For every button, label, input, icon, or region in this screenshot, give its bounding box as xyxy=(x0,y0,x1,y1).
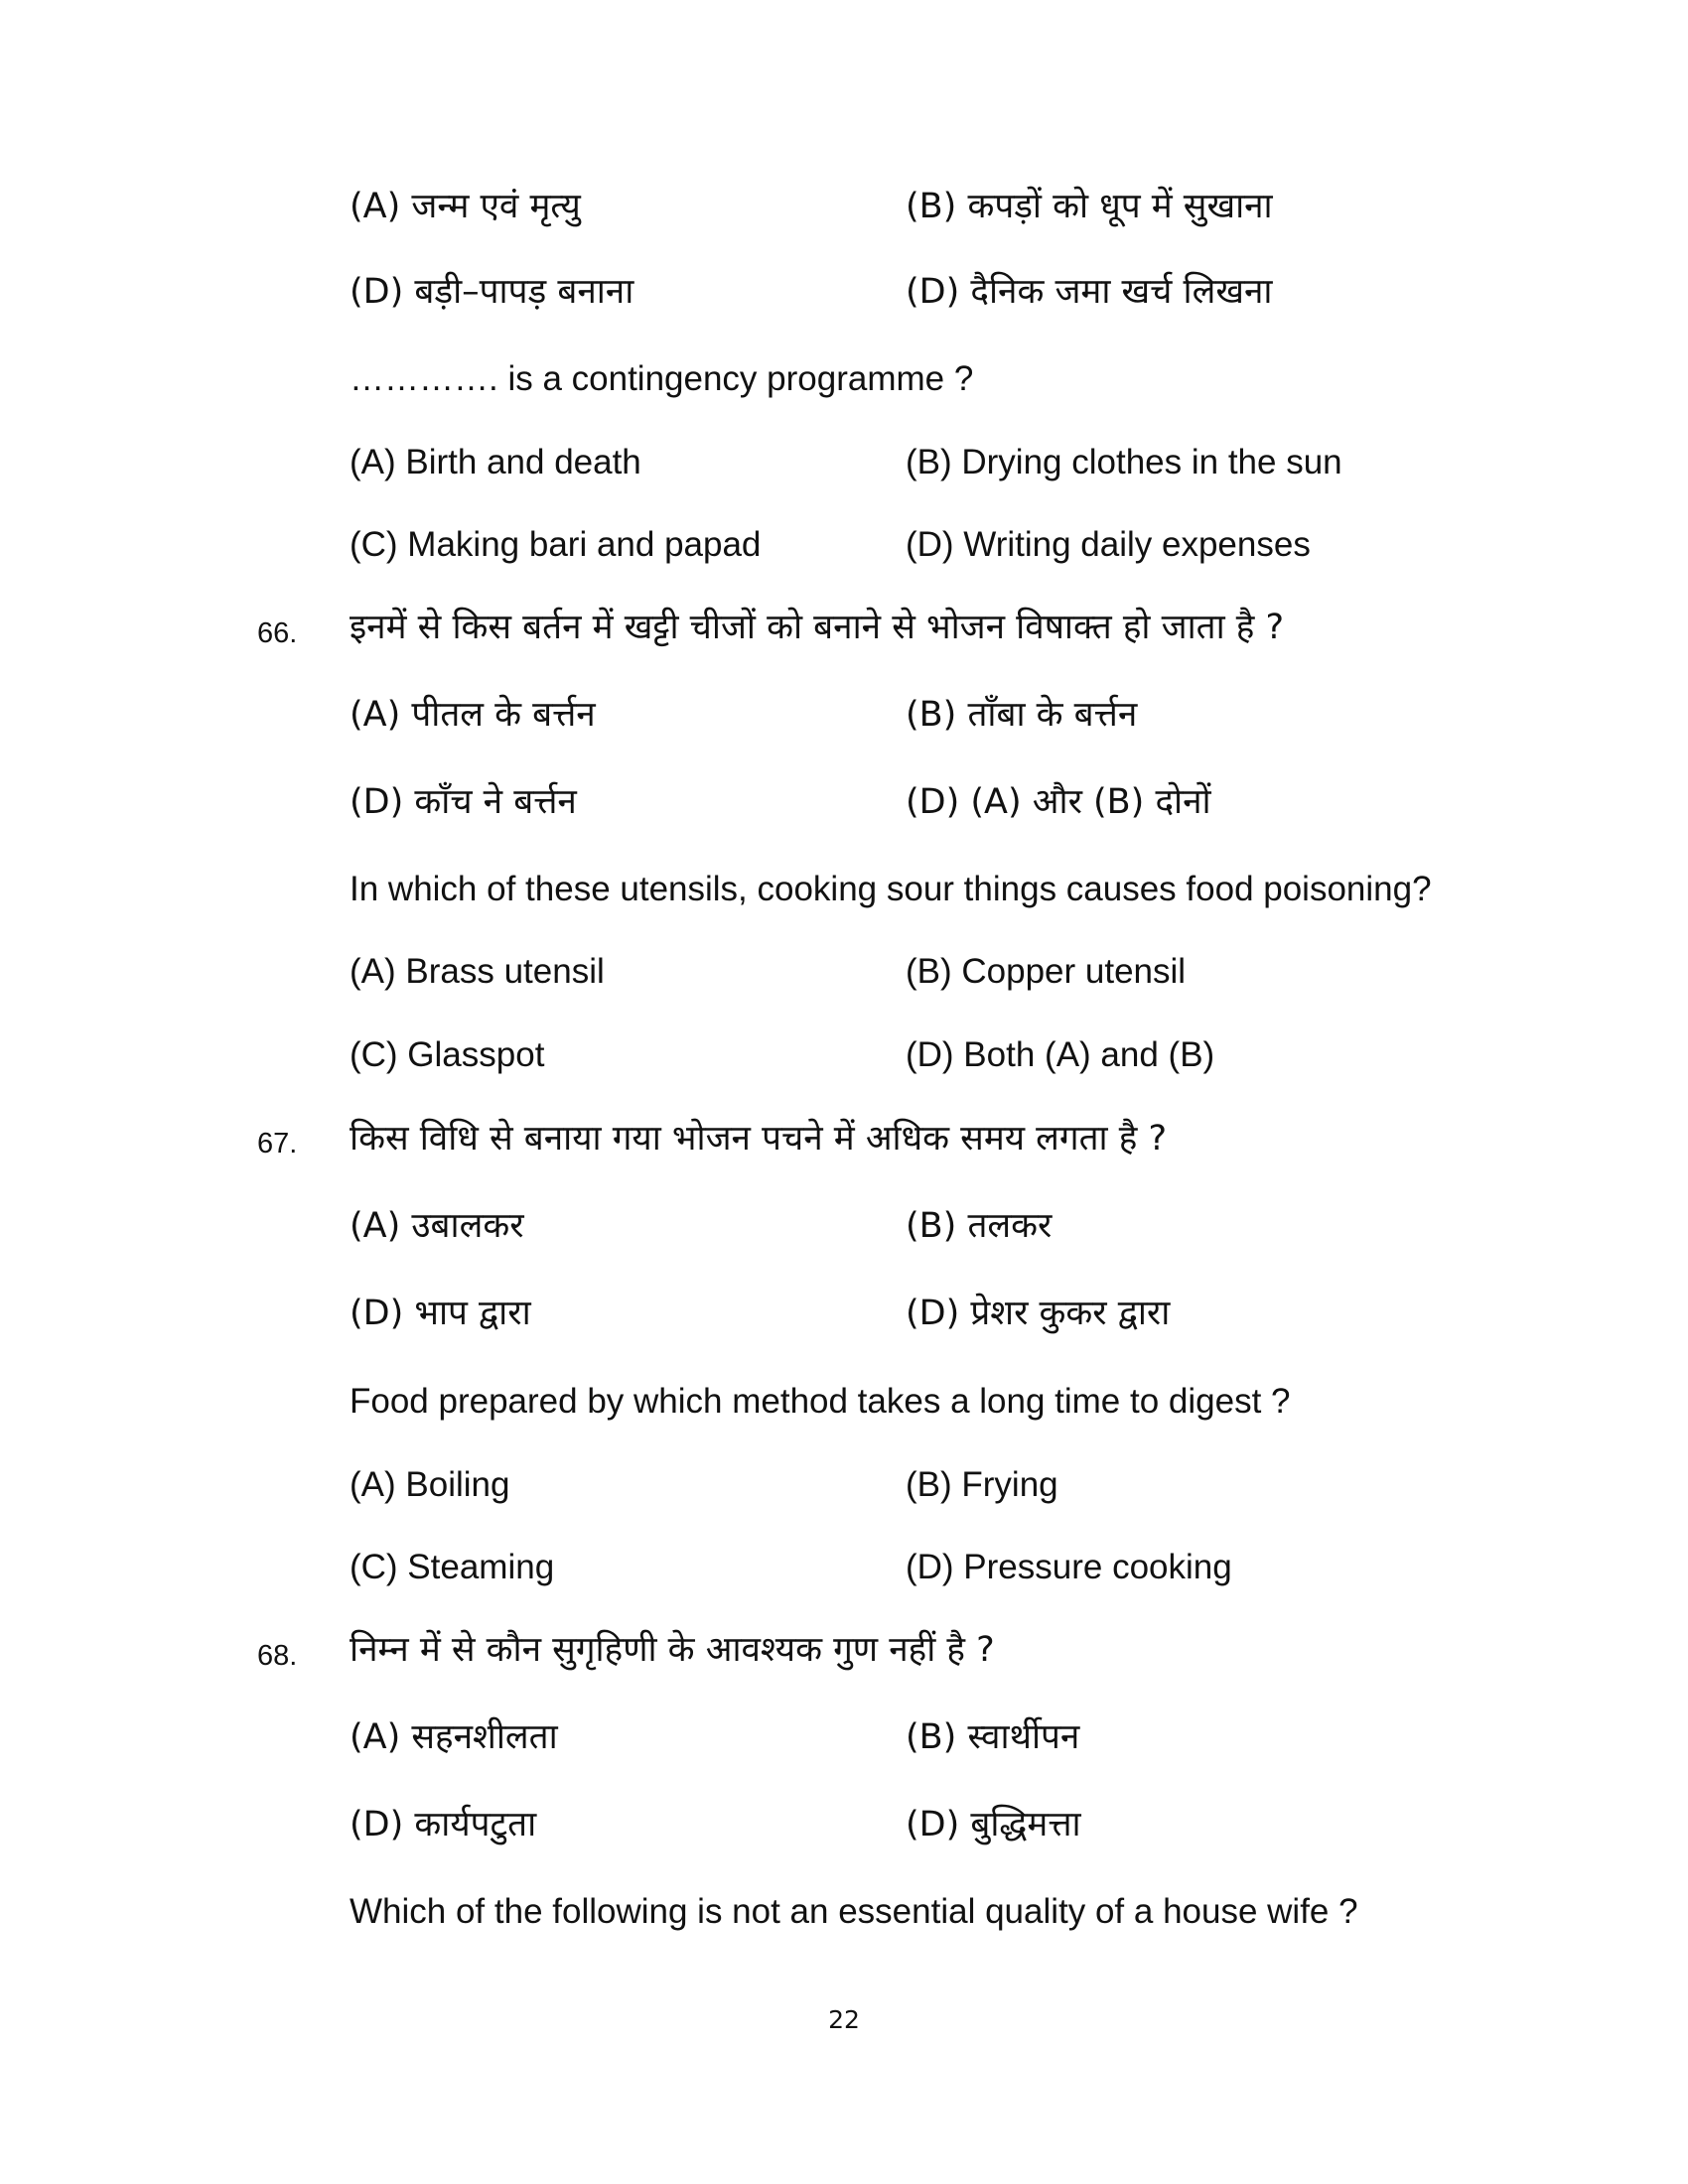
q67-hindi-option-d: (D) प्रेशर कुकर द्वारा xyxy=(906,1294,1171,1333)
q68-hindi-option-b: (B) स्वार्थीपन xyxy=(906,1717,1080,1757)
q65-english-option-b: (B) Drying clothes in the sun xyxy=(906,443,1342,481)
q65-english-option-a: (A) Birth and death xyxy=(350,443,641,481)
q65-english-option-c: (C) Making bari and papad xyxy=(350,525,762,564)
q68-hindi-question: निम्न में से कौन सुगृहिणी के आवश्यक गुण नहीं है ? xyxy=(350,1630,995,1670)
q67-english-option-d: (D) Pressure cooking xyxy=(906,1548,1232,1586)
q65-hindi-option-d: (D) दैनिक जमा खर्च लिखना xyxy=(906,272,1273,312)
q65-hindi-option-b: (B) कपड़ों को धूप में सुखाना xyxy=(906,187,1273,226)
q66-hindi-option-c: (D) काँच ने बर्त्तन xyxy=(350,782,577,822)
q67-english-option-a: (A) Boiling xyxy=(350,1465,510,1504)
q66-english-option-a: (A) Brass utensil xyxy=(350,952,605,991)
q65-hindi-option-c: (D) बड़ी–पापड़ बनाना xyxy=(350,272,634,312)
q67-english-option-c: (C) Steaming xyxy=(350,1548,555,1586)
q68-hindi-option-a: (A) सहनशीलता xyxy=(350,1717,558,1757)
q66-hindi-option-a: (A) पीतल के बर्त्तन xyxy=(350,695,596,735)
page-number: 22 xyxy=(828,2005,860,2034)
q67-english-question: Food prepared by which method takes a long time to digest ? xyxy=(350,1382,1291,1421)
q67-hindi-option-c: (D) भाप द्वारा xyxy=(350,1294,531,1333)
q67-english-option-b: (B) Frying xyxy=(906,1465,1058,1504)
q65-english-question: …………. is a contingency programme ? xyxy=(350,359,974,398)
q66-english-question: In which of these utensils, cooking sour things causes food poisoning? xyxy=(350,870,1432,908)
q67-hindi-question: किस विधि से बनाया गया भोजन पचने में अधिक समय लगता है ? xyxy=(350,1119,1168,1159)
q65-english-option-d: (D) Writing daily expenses xyxy=(906,525,1311,564)
q66-english-option-b: (B) Copper utensil xyxy=(906,952,1187,991)
q68-hindi-option-d: (D) बुद्धिमत्ता xyxy=(906,1805,1081,1844)
q67-number: 67. xyxy=(257,1128,298,1160)
q68-hindi-option-c: (D) कार्यपटुता xyxy=(350,1805,537,1844)
q66-hindi-question: इनमें से किस बर्तन में खट्टी चीजों को बनाने से भोजन विषाक्त हो जाता है ? xyxy=(350,608,1285,647)
q67-hindi-option-a: (A) उबालकर xyxy=(350,1206,524,1246)
q66-english-option-d: (D) Both (A) and (B) xyxy=(906,1035,1215,1074)
q67-hindi-option-b: (B) तलकर xyxy=(906,1206,1053,1246)
q65-hindi-option-a: (A) जन्म एवं मृत्यु xyxy=(350,187,581,226)
q68-number: 68. xyxy=(257,1640,298,1672)
q66-number: 66. xyxy=(257,617,298,649)
q66-english-option-c: (C) Glasspot xyxy=(350,1035,545,1074)
q66-hindi-option-b: (B) ताँबा के बर्त्तन xyxy=(906,695,1138,735)
q66-hindi-option-d: (D) (A) और (B) दोनों xyxy=(906,782,1211,822)
q68-english-question: Which of the following is not an essential quality of a house wife ? xyxy=(350,1892,1358,1931)
